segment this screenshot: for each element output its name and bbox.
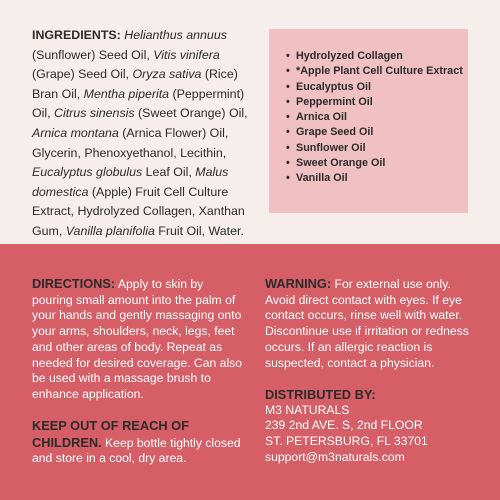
keep-out-block (32, 418, 244, 467)
ingredient-latin-name: Vanilla planifolia (65, 223, 155, 238)
ingredient-latin-name: Citrus sinensis (54, 106, 135, 121)
ingredient-text-segment: Leaf Oil, (142, 165, 196, 180)
ingredient-latin-name: Vitis vinifera (153, 47, 220, 62)
directions-heading: DIRECTIONS: (32, 276, 116, 291)
ingredient-text-segment: (Arnica Flower) Oil, Glycerin, Phenoxyethanol, Lecithin, (32, 125, 229, 160)
highlight-item: • Vanilla Oil (286, 171, 468, 186)
keep-out-heading: KEEP OUT OF REACH OF CHILDREN. (32, 418, 189, 450)
highlights-list (269, 29, 468, 187)
ingredient-latin-name: Arnica montana (32, 125, 119, 140)
ingredient-text-segment: Fruit Oil, Water. (154, 223, 244, 238)
ingredient-text-segment: (Sweet Orange) Oil, (134, 106, 248, 121)
distributor-name: M3 NATURALS (265, 402, 350, 417)
highlight-item: • Grape Seed Oil (286, 125, 468, 140)
highlight-item: • Sweet Orange Oil (286, 156, 468, 171)
ingredient-text-segment: (Apple) Fruit Cell Culture Extract, Hydrolyzed Collagen, Xanthan Gum, (32, 184, 245, 238)
keep-out-text: Keep bottle tightly closed and store in a cool, dry area. (32, 435, 241, 466)
distributor-city: ST. PETERSBURG, FL 33701 (265, 434, 428, 449)
ingredient-text-segment: (Peppermint) Oil, (32, 86, 245, 121)
highlight-item: • Arnica Oil (286, 110, 468, 125)
distributor-email: support@m3naturals.com (265, 449, 405, 464)
highlight-item: • Eucalyptus Oil (286, 80, 468, 95)
distributor-street: 239 2nd AVE. S, 2nd FLOOR (265, 418, 423, 433)
ingredients-heading: INGREDIENTS: (32, 28, 121, 42)
ingredient-text-segment: (Sunflower) Seed Oil, (32, 47, 154, 62)
distributor-block (265, 387, 475, 466)
directions-text: Apply to skin by pouring small amount into the palm of your hands and gently massaging onto your arms, shoulders, neck, legs, feet and other areas of body. Repeat as needed for desired coverage. Can also be used with a massage brush to enhance application. (32, 277, 243, 401)
highlight-item: • Sunflower Oil (286, 141, 468, 156)
distributor-heading: DISTRIBUTED BY: (265, 387, 376, 402)
warning-block (265, 276, 475, 371)
warning-heading: WARNING: (265, 276, 332, 291)
ingredients-text (32, 28, 248, 238)
warning-text: For external use only. Avoid direct contact with eyes. If eye contact occurs, rinse well with water. Discontinue use if irritation or redness occurs. If an allergic reaction is suspected, contact a physician. (265, 277, 469, 370)
ingredients-block (32, 26, 264, 242)
highlight-item: • Peppermint Oil (286, 95, 468, 110)
directions-block (32, 276, 244, 403)
ingredient-latin-name: Eucalyptus globulus (32, 165, 143, 180)
highlight-item: • Hydrolyzed Collagen (286, 49, 468, 64)
ingredient-latin-name: Helianthus annuus (124, 28, 227, 42)
ingredient-latin-name: Malus domestica (32, 165, 229, 199)
ingredient-text-segment: (Rice) Bran Oil, (32, 67, 238, 101)
highlights-card (269, 29, 468, 213)
ingredient-latin-name: Oryza sativa (132, 67, 202, 82)
highlight-item: • *Apple Plant Cell Culture Extract (286, 64, 468, 79)
ingredient-text-segment: (Grape) Seed Oil, (32, 67, 133, 82)
ingredient-latin-name: Mentha piperita (83, 86, 170, 101)
